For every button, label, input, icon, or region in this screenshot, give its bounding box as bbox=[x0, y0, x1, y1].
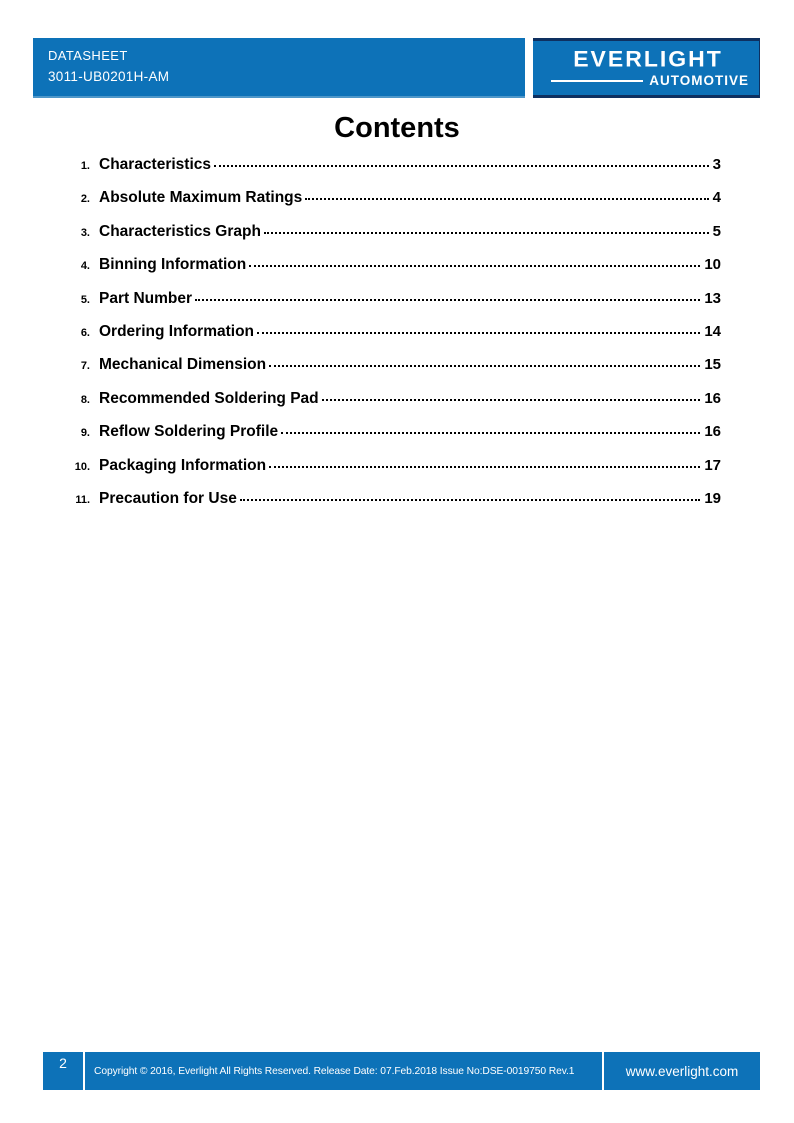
toc-item[interactable] bbox=[66, 416, 721, 449]
toc-item-number: 11. bbox=[75, 494, 90, 507]
toc-item-page: 19 bbox=[704, 490, 721, 508]
toc-item-label: Reflow Soldering Profile bbox=[99, 423, 279, 441]
toc-item-number: 10. bbox=[74, 460, 90, 473]
toc-dot-leader bbox=[240, 499, 701, 501]
page-header bbox=[33, 38, 760, 98]
toc-item[interactable] bbox=[66, 216, 721, 249]
footer-page-number: 2 bbox=[43, 1052, 85, 1090]
toc-item[interactable] bbox=[66, 349, 721, 382]
toc-item[interactable] bbox=[66, 149, 721, 182]
page-footer bbox=[43, 1052, 760, 1090]
everlight-logo bbox=[533, 38, 760, 98]
toc-item[interactable] bbox=[66, 450, 721, 483]
toc-item-page: 4 bbox=[712, 189, 721, 207]
toc-item-number: 2. bbox=[80, 193, 90, 206]
toc-item[interactable] bbox=[66, 182, 721, 215]
logo-brand-text: EVERLIGHT bbox=[573, 46, 723, 72]
toc-item-number: 5. bbox=[80, 293, 90, 306]
toc-dot-leader bbox=[322, 399, 701, 401]
toc-item-number: 3. bbox=[80, 226, 90, 239]
toc-item-page: 15 bbox=[704, 356, 721, 374]
logo-sub-row bbox=[547, 73, 749, 88]
toc-item[interactable] bbox=[66, 249, 721, 282]
toc-dot-leader bbox=[257, 332, 700, 334]
toc-item[interactable] bbox=[66, 316, 721, 349]
toc-item-page: 16 bbox=[704, 423, 721, 441]
toc-item-label: Absolute Maximum Ratings bbox=[99, 189, 303, 207]
toc-item-label: Characteristics Graph bbox=[99, 222, 261, 240]
toc-item-number: 7. bbox=[80, 360, 90, 373]
toc-item-page: 14 bbox=[704, 323, 721, 341]
header-logo-gap bbox=[525, 38, 533, 98]
contents-title: Contents bbox=[334, 112, 460, 144]
footer-copyright: Copyright © 2016, Everlight All Rights Reserved. Release Date: 07.Feb.2018 Issue No:DSE-0019750 Rev.1 bbox=[85, 1052, 604, 1090]
toc-item[interactable] bbox=[66, 483, 721, 516]
toc-item-number: 6. bbox=[80, 327, 90, 340]
toc-item-number: 9. bbox=[80, 427, 90, 440]
toc-item-label: Packaging Information bbox=[99, 456, 267, 474]
toc-dot-leader bbox=[214, 165, 709, 167]
toc-item-label: Mechanical Dimension bbox=[99, 356, 267, 374]
toc-item-page: 10 bbox=[704, 256, 721, 274]
doc-type-label: DATASHEET bbox=[48, 48, 128, 63]
toc-dot-leader bbox=[195, 299, 700, 301]
toc-item-page: 13 bbox=[704, 289, 721, 307]
toc-item-label: Part Number bbox=[99, 289, 193, 307]
toc-dot-leader bbox=[249, 265, 700, 267]
logo-division-text: AUTOMOTIVE bbox=[649, 73, 749, 88]
toc-dot-leader bbox=[269, 365, 700, 367]
toc-item-label: Recommended Soldering Pad bbox=[99, 389, 319, 407]
toc-dot-leader bbox=[264, 232, 709, 234]
logo-rule bbox=[551, 80, 643, 82]
toc-item-page: 3 bbox=[712, 156, 721, 173]
toc-item-number: 1. bbox=[80, 160, 90, 172]
toc-dot-leader bbox=[269, 466, 700, 468]
footer-website-link[interactable]: www.everlight.com bbox=[625, 1063, 739, 1079]
toc-item-page: 17 bbox=[704, 456, 721, 474]
toc-item-label: Characteristics bbox=[99, 156, 212, 173]
toc-item-number: 4. bbox=[80, 260, 90, 273]
toc-item-number: 8. bbox=[80, 393, 90, 406]
toc-item-page: 5 bbox=[712, 222, 721, 240]
toc-list bbox=[66, 149, 721, 516]
toc-dot-leader bbox=[305, 198, 708, 200]
toc-item-label: Binning Information bbox=[99, 256, 247, 274]
header-title-bar bbox=[33, 38, 525, 98]
toc-item[interactable] bbox=[66, 383, 721, 416]
toc-item[interactable] bbox=[66, 283, 721, 316]
toc-item-page: 16 bbox=[704, 389, 721, 407]
toc-item-label: Ordering Information bbox=[99, 323, 254, 341]
part-number-label: 3011-UB0201H-AM bbox=[48, 69, 170, 84]
toc-item-label: Precaution for Use bbox=[99, 490, 237, 508]
toc-dot-leader bbox=[281, 432, 700, 434]
